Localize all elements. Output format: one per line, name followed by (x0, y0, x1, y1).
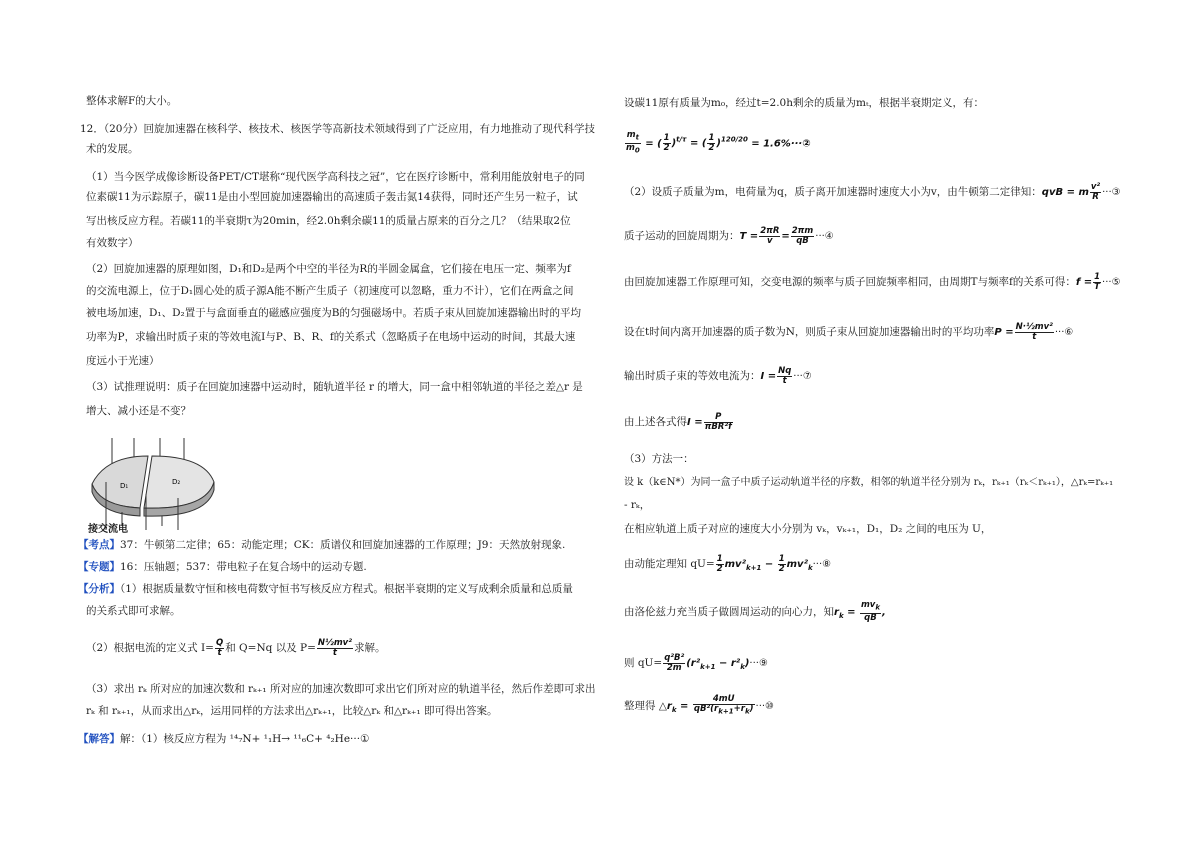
text-line: 的交流电源上，位于D₁圆心处的质子源A能不断产生质子（初速度可以忽略，重力不计），它们在两盒之间 (86, 285, 574, 297)
formula-4-line: 质子运动的回旋周期为：T = $\frac{2\pi R}{v}$ = $\frac{2\pi m}{qB}$ ···④ (624, 225, 834, 246)
text-line: 度远小于光速） (86, 355, 160, 367)
text-line: rₖ 和 rₖ₊₁，从而求出△rₖ，运用同样的方法求出△rₖ₊₁，比较△rₖ 和△rₖ₊₁ 即可得出答案。 (86, 705, 498, 717)
zhuanti-tag: 【专题】 (78, 561, 120, 573)
text-line: （3）方法一： (624, 453, 694, 465)
text-line: 设碳11原有质量为m₀，经过t=2.0h剩余的质量为mₜ，根据半衰期定义，有： (624, 97, 985, 109)
formula-lorentz-line: 由洛伦兹力充当质子做圆周运动的向心力，知$r_k$ = $\frac{mv_k}{qB}$ , (624, 600, 886, 623)
text-line: 术的发展。 (86, 143, 139, 155)
text-line: 整体求解F的大小。 (86, 95, 178, 107)
d2-label: D₂ (172, 478, 181, 486)
formula-10-line: 整理得 $\triangle r_k$ = $\frac{4mU}{qB^2(r_{k+1}+r_k)}$ ···⑩ (624, 694, 775, 716)
question-12-heading: 12．（20分）回旋加速器在核科学、核技术、核医学等高新技术领域得到了广泛应用，有力地推动了现代科学技 (80, 123, 595, 135)
text-line: 被电场加速，D₁、D₂置于与盒面垂直的磁感应强度为B的匀强磁场中。若质子束从回旋加速器输出时的平均 (86, 307, 581, 319)
text-line: （3）试推理说明：质子在回旋加速器中运动时，随轨道半径 r 的增大，同一盒中相邻轨道的半径之差△r 是 (86, 381, 583, 393)
text-line: （1）当今医学成像诊断设备PET/CT堪称“现代医学高科技之冠”，它在医疗诊断中，常利用能放射电子的同 (86, 171, 585, 183)
formula-6-line: 设在t时间内离开加速器的质子数为N，则质子束从回旋加速器输出时的平均功率P = $\frac{\text{N·½mv²}}{t}$ ···⑥ (624, 321, 1074, 342)
text-line: 在相应轨道上质子对应的速度大小分别为 vₖ，vₖ₊₁，D₁，D₂ 之间的电压为 U， (624, 523, 992, 535)
formula-2: $\frac{m_t}{m_0}$ = ( $\frac{1}{2}$ )$^{t/\tau}$ = ( $\frac{1}{2}$ )$^{120/20}$ = 1.6%···② (626, 130, 811, 155)
formula-7-line: 输出时质子束的等效电流为：I = $\frac{Nq}{t}$ ···⑦ (624, 365, 812, 386)
kaodian-line (78, 538, 565, 552)
text-line: 写出核反应方程。若碳11的半衰期τ为20min，经2.0h剩余碳11的质量占原来的百分之几？（结果取2位 (86, 215, 571, 227)
formula-5-line: 由回旋加速器工作原理可知，交变电源的频率与质子回旋频率相同，由周期T与频率f的关系可得：f = $\frac{1}{T}$ ···⑤ (624, 271, 1121, 292)
text-line: （2）回旋加速器的原理如图，D₁和D₂是两个中空的半径为R的半圆金属盒，它们接在电压一定、频率为f (86, 263, 571, 275)
figure-caption: 接交流电 (88, 524, 128, 535)
zhuanti-line (78, 560, 367, 574)
fenxi-line (78, 582, 573, 596)
text-line: （3）求出 rₖ 所对应的加速次数和 rₖ₊₁ 所对应的加速次数即可求出它们所对应的轨道半径，然后作差即可求出 (86, 683, 596, 695)
text-line: 设 k（k∈N*）为同一盒子中质子运动轨道半径的序数，相邻的轨道半径分别为 rₖ，rₖ₊₁（rₖ＜rₖ₊₁），△rₖ=rₖ₊₁ (624, 477, 1114, 488)
formula-8-line: 由动能定理知 qU= $\frac{1}{2}$ $mv^2_{k+1}$ − $\frac{1}{2}$ $mv^2_k\cdot\cdot\cdot ⑧$ (624, 553, 832, 574)
fenxi-formula-line: （2）根据电流的定义式 I= $\frac{Q}{t}$ 和 Q=Nq 以及 P= $\frac{\text{N½mv²}}{t}$ 求解。 (86, 637, 386, 658)
d1-label: D₁ (120, 482, 129, 490)
power-fraction: $\frac{\text{N½mv²}}{t}$ (317, 637, 352, 658)
formula-9-line: 则 qU= $\frac{\text{q²B²}}{2m}$ ($r^2_{k+1}$ − $r^2_k)\cdot\cdot\cdot ⑨$ (624, 652, 768, 673)
jieda-line: 【解答】解：（1）核反应方程为 ¹⁴₇N+ ¹₁H→ ¹¹₆C+ ⁴₂He···① (78, 733, 370, 745)
text-line: - rₖ， (624, 499, 651, 511)
fenxi-text: （1）根据质量数守恒和核电荷数守恒书写核反应方程式。根据半衰期的定义写成剩余质量和总质量 (120, 583, 573, 595)
formula-3-line: （2）设质子质量为m，电荷量为q，质子离开加速器时速度大小为v，由牛顿第二定律知：qvB = m $\frac{\text{v²}}{R}$ ···③ (624, 181, 1121, 202)
text-line: 有效数字） (86, 237, 139, 249)
kaodian-text: 37：牛顿第二定律；65：动能定理；CK：质谱仪和回旋加速器的工作原理；J9：天然放射现象. (120, 539, 566, 551)
fenxi-tag: 【分析】 (78, 583, 120, 595)
nuclear-reaction-equation: ¹⁴₇N+ ¹₁H→ ¹¹₆C+ ⁴₂He···① (229, 733, 370, 745)
kaodian-tag: 【考点】 (78, 539, 120, 551)
zhuanti-text: 16：压轴题；537：带电粒子在复合场中的运动专题. (120, 561, 367, 573)
jieda-tag: 【解答】 (78, 733, 120, 745)
text-line: 的关系式即可求解。 (86, 605, 181, 617)
text-line: 增大、减小还是不变？ (86, 405, 191, 417)
q-over-t-fraction: $\frac{Q}{t}$ (215, 637, 224, 658)
formula-result-line: 由上述各式得I = $\frac{P}{\text{πBR²f}}$ (624, 411, 732, 432)
text-line: 功率为P，求输出时质子束的等效电流I与P、B、R、f的关系式（忽略质子在电场中运动的时间，其最大速 (86, 331, 576, 343)
text-line: 位素碳11为示踪原子，碳11是由小型回旋加速器输出的高速质子轰击氮14获得，同时还产生另一粒子，试 (86, 191, 578, 203)
